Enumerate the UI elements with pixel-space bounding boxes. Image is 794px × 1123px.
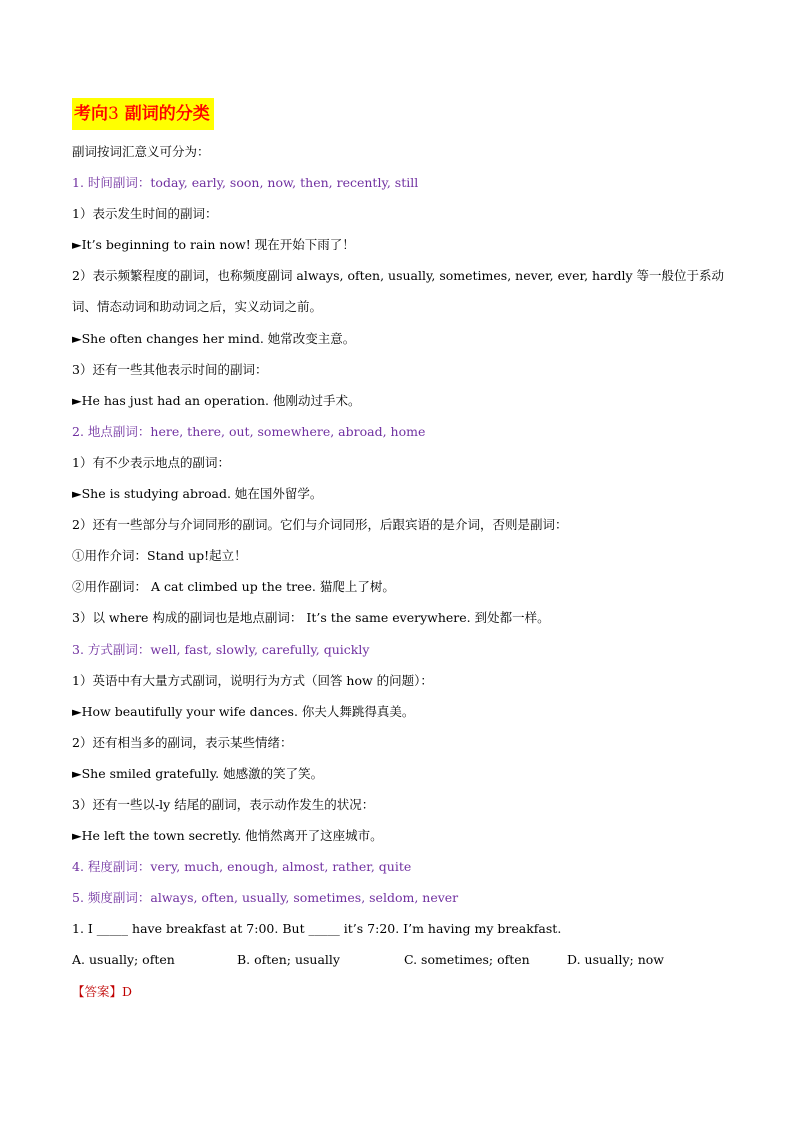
time-example-3: ►He has just had an operation. 他刚动过手术。	[72, 392, 361, 408]
place-point-2b: ②用作副词： A cat climbed up the tree. 猫爬上了树。	[72, 579, 395, 595]
answer-label: 【答案】	[72, 983, 123, 999]
option-b: B. often; usually	[237, 952, 340, 968]
answer-line	[72, 976, 732, 1007]
intro-text: 副词按词汇意义可分为：	[72, 144, 210, 159]
place-point-3: 3）以 where 构成的副词也是地点副词： It’s the same everywhere. 到处都一样。	[72, 610, 550, 626]
manner-point-3: 3）还有一些以-ly 结尾的副词，表示动作发生的状况：	[72, 796, 375, 812]
place-point-2: 2）还有一些部分与介词同形的副词。它们与介词同形，后跟宾语的是介词，否则是副词：	[72, 517, 568, 533]
question-text: 1. I _____ have breakfast at 7:00. But _____ it’s 7:20. I’m having my breakfast.	[72, 921, 562, 937]
time-point-1: 1）表示发生时间的副词：	[72, 206, 218, 222]
manner-example-1: ►How beautifully your wife dances. 你夫人舞跳得真美。	[72, 703, 415, 719]
category-place: 2. 地点副词：here, there, out, somewhere, abroad, home	[72, 423, 426, 439]
category-degree: 4. 程度副词：very, much, enough, almost, rather, quite	[72, 859, 412, 875]
manner-point-1: 1）英语中有大量方式副词，说明行为方式（回答 how 的问题）：	[72, 672, 433, 688]
answer-options	[72, 944, 732, 975]
answer-value: D	[122, 983, 133, 999]
time-point-3: 3）还有一些其他表示时间的副词：	[72, 361, 268, 377]
section-heading: 考向3 副词的分类	[72, 98, 214, 130]
time-example-2: ►She often changes her mind. 她常改变主意。	[72, 330, 356, 346]
time-point-2b: 词、情态动词和助动词之后，实义动词之前。	[72, 299, 323, 315]
place-point-1: 1）有不少表示地点的副词：	[72, 454, 230, 470]
manner-example-3: ►He left the town secretly. 他悄然离开了这座城市。	[72, 828, 383, 844]
category-time: 1. 时间副词：today, early, soon, now, then, recently, still	[72, 175, 419, 191]
manner-example-2: ►She smiled gratefully. 她感激的笑了笑。	[72, 765, 324, 781]
option-c: C. sometimes; often	[403, 952, 530, 968]
manner-point-2: 2）还有相当多的副词，表示某些情绪：	[72, 734, 293, 750]
document-page	[72, 98, 732, 1007]
place-point-2a: ①用作介词：Stand up!起立！	[72, 548, 247, 564]
category-frequency: 5. 频度副词：always, often, usually, sometimes, seldom, never	[72, 890, 459, 906]
option-a: A. usually; often	[72, 952, 175, 968]
category-manner: 3. 方式副词：well, fast, slowly, carefully, quickly	[72, 641, 370, 657]
time-point-2a: 2）表示频繁程度的副词，也称频度副词 always, often, usually, sometimes, never, ever, hardly 等一般位于系动	[72, 268, 725, 284]
place-example-1: ►She is studying abroad. 她在国外留学。	[72, 486, 323, 502]
time-example-1: ►It’s beginning to rain now! 现在开始下雨了！	[72, 237, 355, 253]
option-d: D. usually; now	[567, 952, 665, 968]
